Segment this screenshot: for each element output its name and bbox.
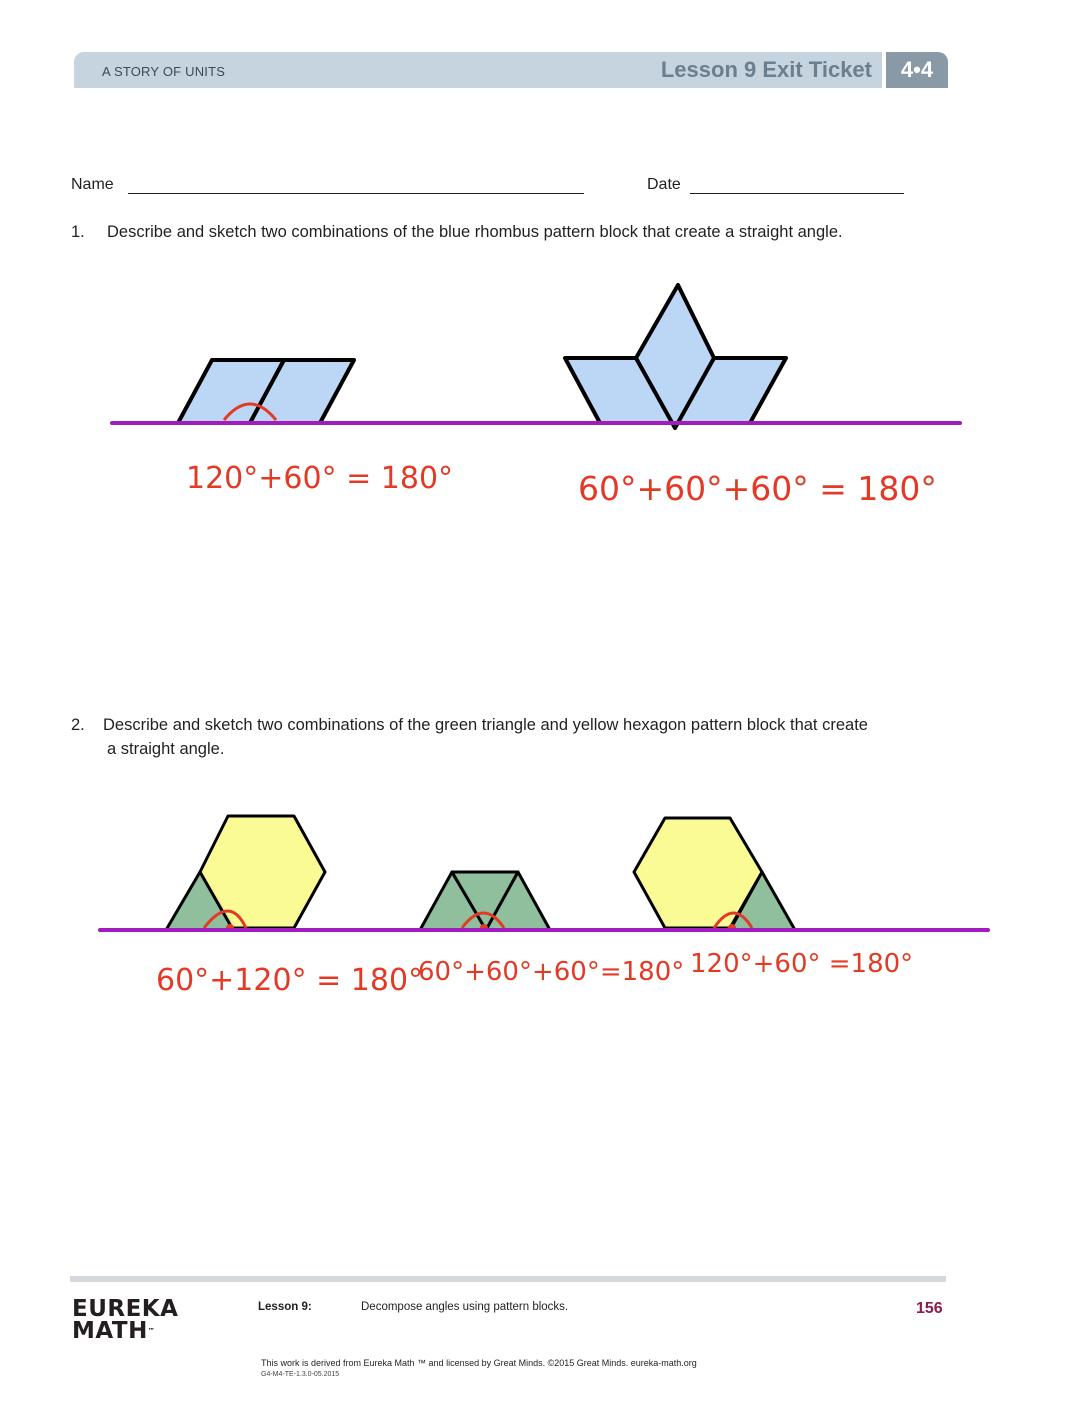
q1-answer-2: 60°+60°+60° = 180° [578, 469, 937, 508]
question-1-number: 1. [71, 223, 85, 241]
q1-rhombus-group-a [178, 360, 354, 423]
logo-line-1: EUREKA [72, 1296, 179, 1322]
q1-answer-1: 120°+60° = 180° [186, 461, 454, 496]
series-title: A STORY OF UNITS [102, 64, 226, 79]
name-label: Name [71, 176, 114, 193]
q2-answer-1: 60°+120° = 180° [156, 963, 424, 998]
license-text: This work is derived from Eureka Math ™ and licensed by Great Minds. ©2015 Great Minds. eureka-math.org [261, 1358, 697, 1368]
logo-trademark: ™ [147, 1327, 156, 1335]
q2-group-a [166, 816, 325, 932]
date-label: Date [647, 176, 681, 193]
logo-line-2: MATH [72, 1318, 148, 1344]
lesson-title: Lesson 9 Exit Ticket [660, 57, 872, 82]
q2-answer-2: 60°+60°+60°=180° [418, 957, 685, 987]
document-code: G4-M4-TE-1.3.0-05.2015 [261, 1371, 340, 1378]
question-1-text: Describe and sketch two combinations of the blue rhombus pattern block that create a straight angle. [107, 223, 843, 241]
question-2-text-line1: Describe and sketch two combinations of the green triangle and yellow hexagon pattern block that create [103, 716, 868, 734]
footer-rule [70, 1276, 946, 1282]
q2-group-c [634, 818, 795, 932]
question-2-number: 2. [71, 716, 85, 734]
footer-lesson-label: Lesson 9: [258, 1301, 312, 1313]
q1-rhombus-group-b [565, 285, 786, 428]
question-2-text-line2: a straight angle. [107, 740, 225, 758]
q2-answer-3: 120°+60° =180° [690, 949, 914, 979]
q2-group-b [420, 872, 550, 932]
footer-lesson-description: Decompose angles using pattern blocks. [361, 1301, 569, 1313]
grade-module-badge: 4•4 [886, 52, 948, 88]
eureka-math-logo [72, 1298, 178, 1342]
page-number: 156 [916, 1300, 943, 1317]
